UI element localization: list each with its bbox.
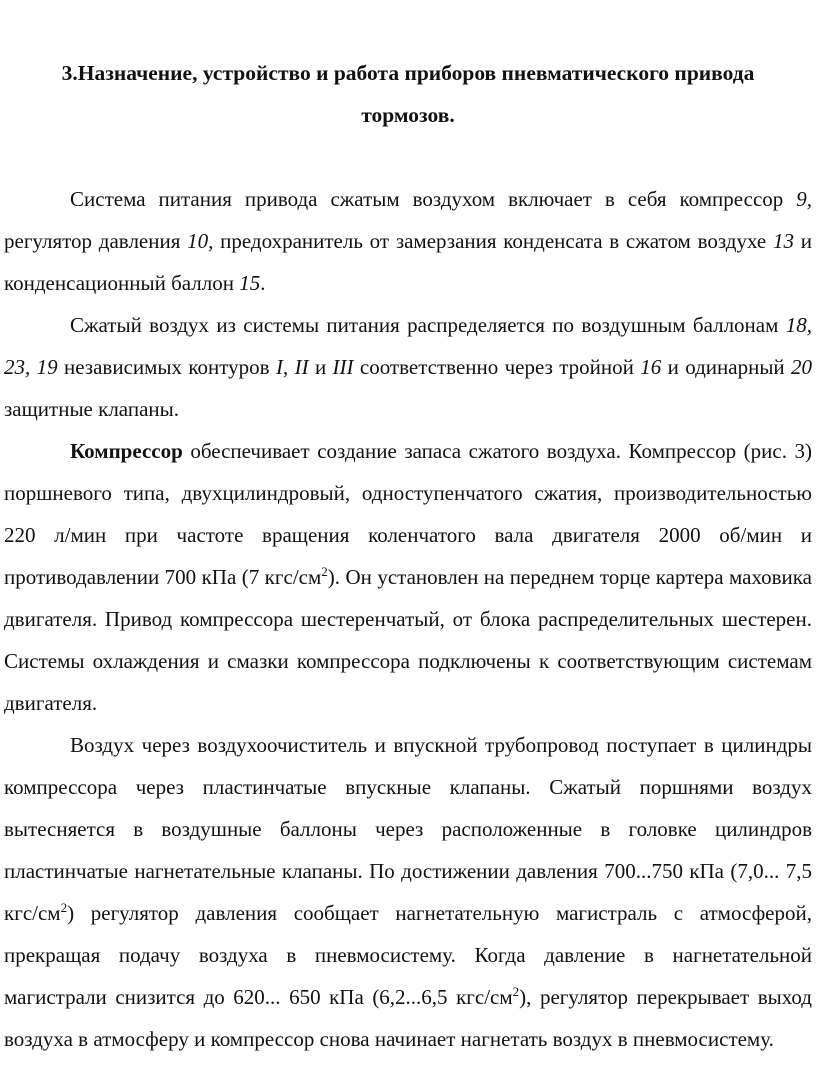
p2-text-e: соответственно через тройной bbox=[353, 355, 641, 379]
p2-text-d: и bbox=[308, 355, 333, 379]
p2-ref-circuit-1: I bbox=[275, 355, 283, 379]
p1-text-e: . bbox=[260, 271, 266, 295]
p4-text-a: Воздух через воздухоочиститель и впускной трубопровод поступает в цилиндры компрессора через пластинчатые впускные клапаны. Сжатый поршнями воздух вытесняется в воздушные баллоны через расположенные в головке цилиндров пластинчатые нагнетательные клапаны. По достижении давления 700...750 кПа (7,0... 7,5 кгс/см bbox=[4, 733, 812, 925]
p1-ref-compressor: 9, bbox=[796, 187, 812, 211]
p1-text-d: и конденсационный баллон bbox=[4, 229, 812, 295]
p2-ref-circuit-3: III bbox=[332, 355, 354, 379]
p2-text-c: , bbox=[282, 355, 295, 379]
p4-superscript-1: 2 bbox=[60, 900, 68, 915]
p3-term-compressor: Компрессор bbox=[70, 439, 183, 463]
p1-text-a: Система питания привода сжатым воздухом включает в себя компрессор bbox=[70, 187, 797, 211]
p2-text-a: Сжатый воздух из системы питания распределяется по воздушным баллонам bbox=[70, 313, 786, 337]
paragraph-compressor bbox=[4, 430, 812, 724]
paragraph-supply-system bbox=[4, 178, 812, 304]
p3-text-a: обеспечивает создание запаса сжатого воздуха. Компрессор (рис. 3) поршневого типа, двухцилиндровый, одноступенчатого сжатия, производительностью 220 л/мин при частоте вращения коленчатого вала двигателя 2000 об/мин и противодавлении 700 кПа (7 кгс/см bbox=[4, 439, 812, 589]
paragraph-compressor-operation bbox=[4, 724, 812, 1060]
p1-ref-regulator: 10, bbox=[187, 229, 214, 253]
title-line-2: тормозов. bbox=[361, 103, 455, 127]
p4-text-b: ) регулятор давления сообщает нагнетательную магистраль с атмосферой, прекращая подачу воздуха в пневмосистему. Когда давление в нагнетательной магистрали снизится до 620... 650 кПа (6,2...6,5 кгс/см bbox=[4, 901, 812, 1009]
title-line-1: 3.Назначение, устройство и работа приборов пневматического привода bbox=[61, 61, 755, 85]
p2-ref-single-valve: 20 bbox=[791, 355, 813, 379]
p4-superscript-2: 2 bbox=[512, 984, 520, 999]
p2-ref-circuit-2: II bbox=[294, 355, 309, 379]
p4-text-c: ), регулятор перекрывает выход воздуха в атмосферу и компрессор снова начинает нагнетать воздух в пневмосистему. bbox=[4, 985, 812, 1051]
p1-ref-antifreeze: 13 bbox=[773, 229, 794, 253]
p2-text-b: независимых контуров bbox=[57, 355, 276, 379]
paragraph-air-distribution bbox=[4, 304, 812, 430]
p2-text-g: защитные клапаны. bbox=[4, 397, 180, 421]
p1-ref-condensate-tank: 15 bbox=[239, 271, 261, 295]
p3-superscript: 2 bbox=[321, 564, 328, 579]
p1-text-c: предохранитель от замерзания конденсата в сжатом воздухе bbox=[213, 229, 773, 253]
p2-text-f: и одинарный bbox=[661, 355, 792, 379]
p3-text-b: ). Он установлен на переднем торце картера маховика двигателя. Привод компрессора шестеренчатый, от блока распределительных шестерен. Системы охлаждения и смазки компрессора подключены к соответствующим системам двигателя. bbox=[4, 565, 812, 715]
p2-ref-triple-valve: 16 bbox=[640, 355, 662, 379]
page-title bbox=[4, 52, 812, 136]
p1-text-b: регулятор давления bbox=[4, 229, 188, 253]
p2-ref-tanks: 18, 23, 19 bbox=[4, 313, 812, 379]
